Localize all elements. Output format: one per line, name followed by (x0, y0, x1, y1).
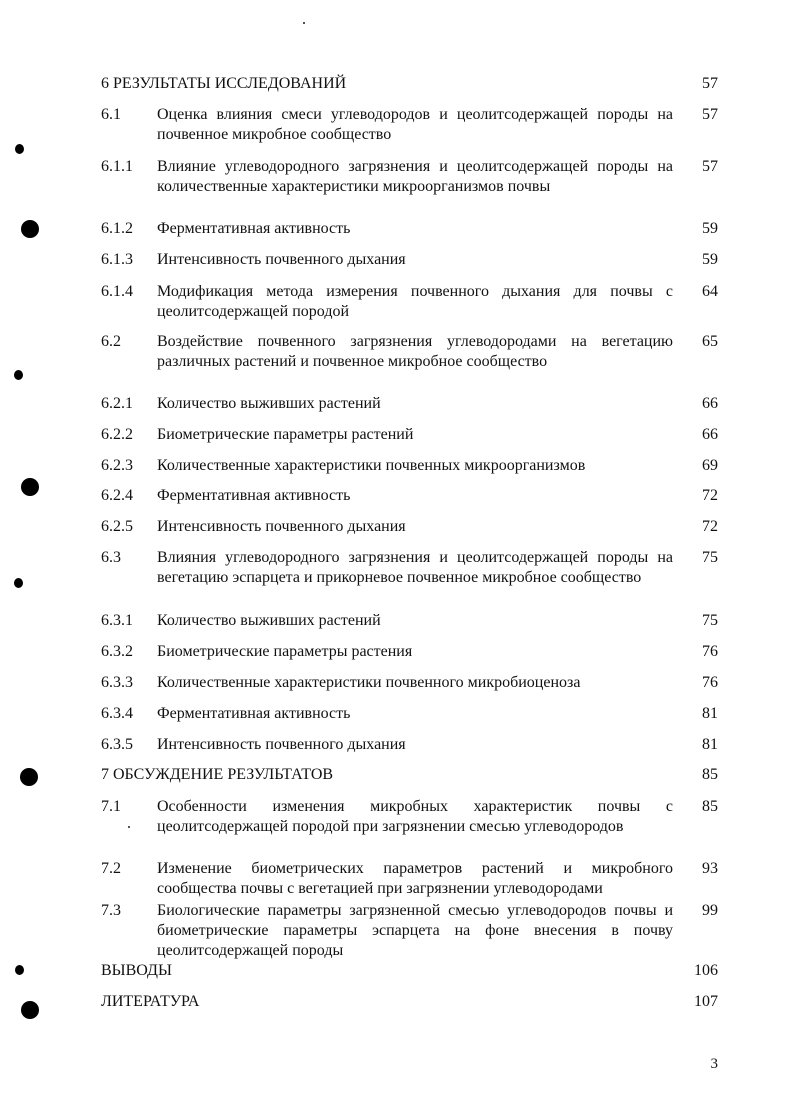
toc-title: Количество выживших растений (157, 612, 381, 629)
toc-number: 6.2.2 (101, 426, 133, 443)
toc-heading: ВЫВОДЫ (101, 962, 172, 979)
toc-page: 85 (702, 766, 718, 783)
toc-title: Ферментативная активность (157, 220, 351, 237)
toc-title: Количественные характеристики почвенных микроорганизмов (157, 457, 586, 474)
toc-number: 6.3.4 (101, 705, 133, 722)
toc-page: 57 (702, 75, 718, 92)
toc-heading: 7 ОБСУЖДЕНИЕ РЕЗУЛЬТАТОВ (101, 766, 334, 783)
toc-page: 75 (702, 612, 718, 629)
toc-number: 7.1 (101, 798, 121, 815)
toc-page: 106 (694, 962, 718, 979)
toc-page: 66 (702, 426, 718, 443)
toc-number: 6.1 (101, 106, 121, 123)
toc-title: Воздействие почвенного загрязнения углеводородами на вегетацию различных растений и почвенное микробное сообщество (157, 333, 673, 370)
toc-title: Интенсивность почвенного дыхания (157, 518, 406, 535)
toc-number: 7.3 (101, 902, 121, 919)
toc-page: 81 (702, 705, 718, 722)
toc-page: 99 (702, 902, 718, 919)
toc-page: 72 (702, 487, 718, 504)
toc-page: 107 (694, 993, 718, 1010)
toc-title: Модификация метода измерения почвенного дыхания для почвы с цеолитсодержащей породой (157, 283, 673, 320)
punch-hole (21, 478, 39, 496)
toc-number: 6.3.5 (101, 736, 133, 753)
toc-title: Ферментативная активность (157, 487, 351, 504)
toc-number: 6.2 (101, 333, 121, 350)
toc-page: 76 (702, 643, 718, 660)
toc-number: 6.2.4 (101, 487, 133, 504)
toc-title: Интенсивность почвенного дыхания (157, 251, 406, 268)
toc-title: Биометрические параметры растения (157, 643, 413, 660)
toc-page: 85 (702, 798, 718, 815)
toc-page: 69 (702, 457, 718, 474)
toc-title: Количественные характеристики почвенного микробиоценоза (157, 674, 581, 691)
toc-title: Количество выживших растений (157, 395, 381, 412)
page-number: 3 (710, 1056, 718, 1072)
punch-hole (20, 768, 38, 786)
toc-heading: 6 РЕЗУЛЬТАТЫ ИССЛЕДОВАНИЙ (101, 75, 347, 92)
toc-title: Оценка влияния смеси углеводородов и цеолитсодержащей породы на почвенное микробное сообщество (157, 106, 673, 143)
toc-title: Биологические параметры загрязненной смесью углеводородов почвы и биометрические параметры эспарцета на фоне внесения в почву цеолитсодержащей породы (157, 902, 673, 959)
toc-number: 6.1.3 (101, 251, 133, 268)
toc-title: Интенсивность почвенного дыхания (157, 736, 406, 753)
toc-title: Особенности изменения микробных характеристик почвы с цеолитсодержащей породой при загрязнении смесью углеводородов (157, 798, 673, 835)
toc-page: 65 (702, 333, 718, 350)
punch-hole (14, 370, 23, 380)
punch-hole (14, 578, 23, 588)
toc-page: 76 (702, 674, 718, 691)
toc-title: Биометрические параметры растений (157, 426, 414, 443)
toc-number: 6.1.1 (101, 158, 133, 175)
toc-heading: ЛИТЕРАТУРА (101, 993, 200, 1010)
toc-title: Изменение биометрических параметров растений и микробного сообщества почвы с вегетацией при загрязнении углеводородами (157, 860, 673, 897)
toc-page: 59 (702, 220, 718, 237)
toc-number: 6.1.4 (101, 283, 133, 300)
toc-number: 6.3.2 (101, 643, 133, 660)
toc-number: 6.2.3 (101, 457, 133, 474)
punch-hole (21, 1001, 39, 1019)
toc-page: 93 (702, 860, 718, 877)
punch-hole (15, 965, 24, 975)
toc-number: 6.3 (101, 549, 121, 566)
toc-number: 6.2.1 (101, 395, 133, 412)
toc-page: 64 (702, 283, 718, 300)
scan-speck (303, 22, 305, 24)
toc-page: 57 (702, 158, 718, 175)
toc-number: 6.3.3 (101, 674, 133, 691)
toc-number: 7.2 (101, 860, 121, 877)
toc-page: 75 (702, 549, 718, 566)
toc-page: 81 (702, 736, 718, 753)
toc-title: Ферментативная активность (157, 705, 351, 722)
toc-title: Влияния углеводородного загрязнения и цеолитсодержащей породы на вегетацию эспарцета и прикорневое почвенное микробное сообщество (157, 549, 673, 586)
punch-hole (21, 220, 39, 238)
toc-page: 66 (702, 395, 718, 412)
toc-title: Влияние углеводородного загрязнения и цеолитсодержащей породы на количественные характеристики микроорганизмов почвы (157, 158, 673, 195)
toc-page: 72 (702, 518, 718, 535)
punch-hole (15, 144, 24, 154)
toc-page: 59 (702, 251, 718, 268)
toc-page: 57 (702, 106, 718, 123)
toc-number: 6.1.2 (101, 220, 133, 237)
scan-speck (128, 826, 130, 828)
toc-number: 6.3.1 (101, 612, 133, 629)
toc-number: 6.2.5 (101, 518, 133, 535)
